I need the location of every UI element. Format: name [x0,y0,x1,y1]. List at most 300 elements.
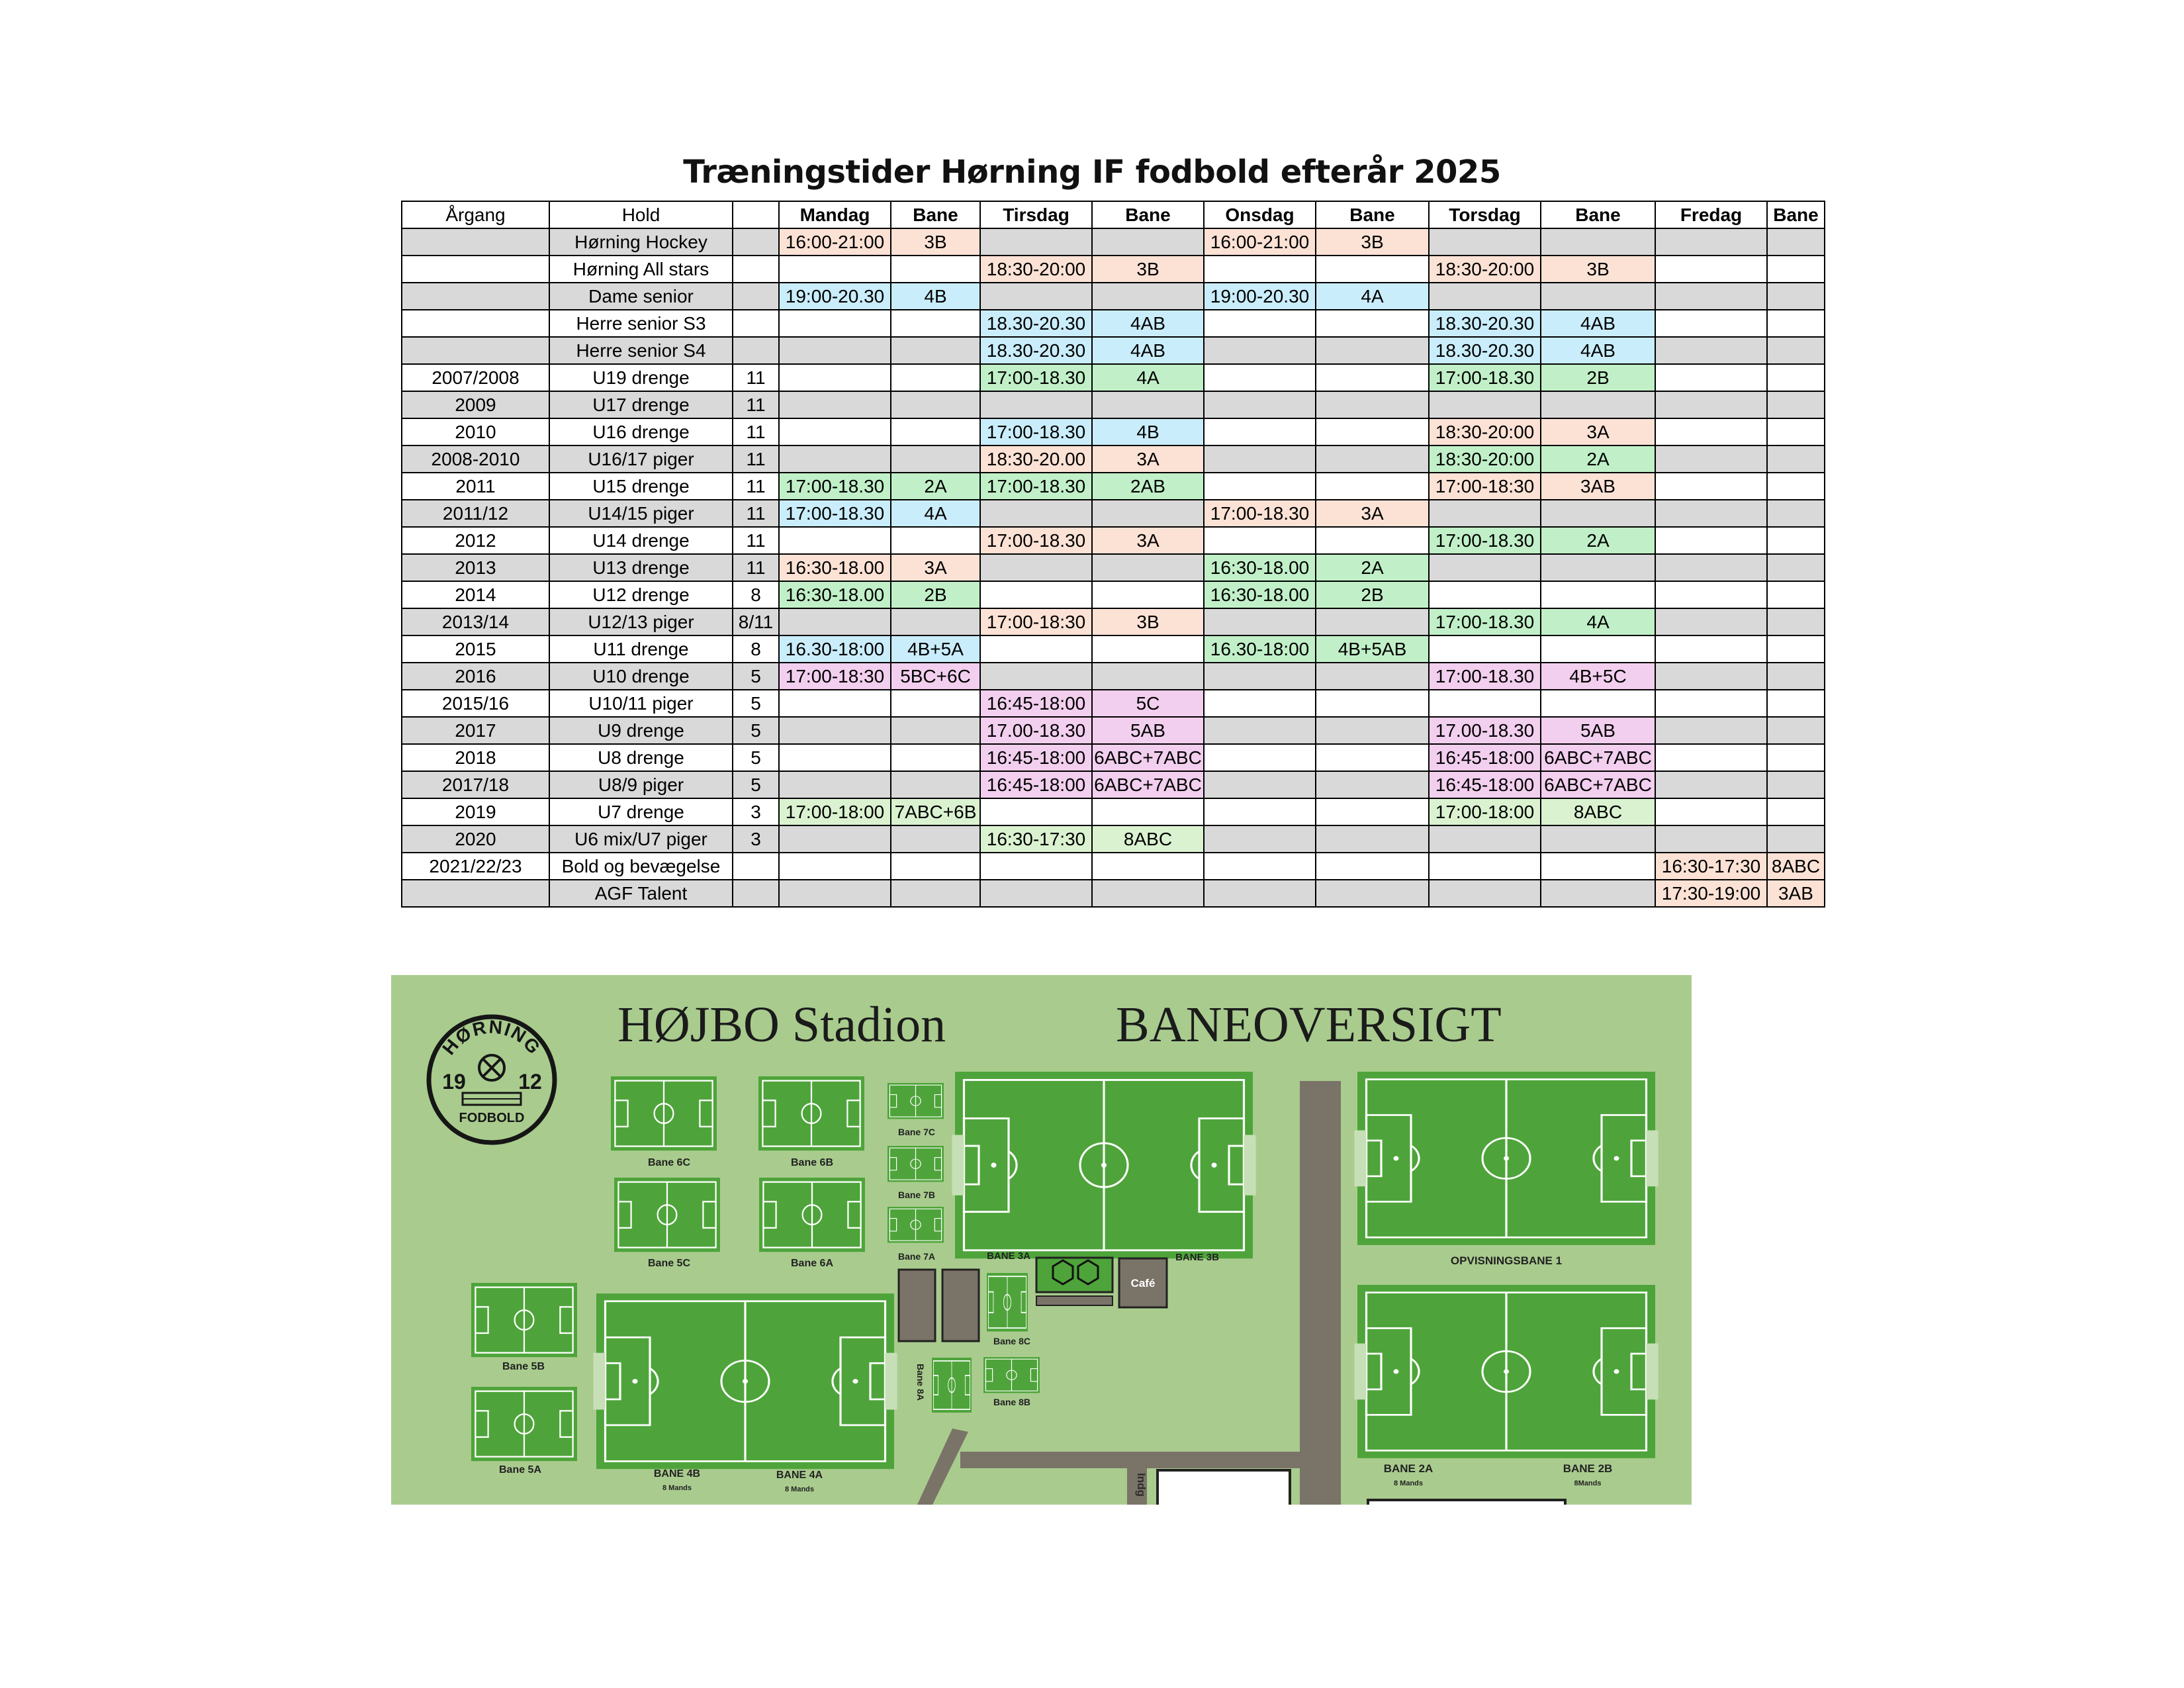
table-cell [1541,635,1655,663]
label-bane-6c: Bane 6C [647,1157,691,1168]
pitch-8a [932,1358,972,1413]
table-row [402,310,1825,337]
table-cell: U16/17 piger [549,445,733,473]
label-bane-3b: BANE 3B [1175,1252,1219,1263]
table-cell: 3A [1092,445,1204,473]
table-cell [1541,825,1655,853]
table-cell: 18:30-20:00 [1429,445,1541,473]
table-cell [1092,581,1204,608]
table-cell [1429,581,1541,608]
cafe-label: Café [1130,1277,1156,1289]
table-cell [891,825,980,853]
table-cell [402,228,549,256]
pitch-6a [759,1178,865,1252]
table-cell: 16:45-18:00 [1429,771,1541,798]
training-schedule-table [401,201,1825,908]
pitch-5c [614,1178,720,1252]
table-cell: U11 drenge [549,635,733,663]
logo-bottom-text: FODBOLD [459,1111,525,1125]
table-cell: 8/11 [733,608,779,635]
table-cell: 17:00-18.30 [980,527,1092,554]
table-cell: U14/15 piger [549,500,733,527]
header-cell: Hold [549,201,733,228]
pitch-8c [987,1273,1028,1331]
table-cell: U9 drenge [549,717,733,744]
table-cell [1655,798,1767,825]
table-cell [1655,635,1767,663]
table-cell [1541,283,1655,310]
label-bane-6a: Bane 6A [790,1258,834,1269]
label-bane-2a: BANE 2A [1383,1462,1433,1475]
table-cell: Bold og bevægelse [549,853,733,880]
table-cell [1655,500,1767,527]
table-cell [891,527,980,554]
table-cell [779,608,891,635]
table-cell: 4B [1092,418,1204,445]
table-cell [1767,771,1825,798]
table-row [402,880,1825,907]
table-cell [980,663,1092,690]
table-cell: 4A [891,500,980,527]
table-cell: U15 drenge [549,473,733,500]
table-cell [779,825,891,853]
table-cell: 5BC+6C [891,663,980,690]
logo-year-right: 12 [518,1070,542,1094]
label-bane-4a: BANE 4A [776,1470,823,1481]
table-cell: 2017 [402,717,549,744]
table-row [402,228,1825,256]
table-cell [733,853,779,880]
table-cell [891,364,980,391]
table-cell [980,554,1092,581]
table-cell: 17:00-18.30 [1429,364,1541,391]
table-cell: U7 drenge [549,798,733,825]
table-cell [1429,880,1541,907]
table-cell: 11 [733,391,779,418]
table-cell [779,445,891,473]
table-cell [779,418,891,445]
table-row [402,473,1825,500]
table-row [402,581,1825,608]
table-cell [1655,473,1767,500]
table-row [402,771,1825,798]
table-cell: 16:45-18:00 [980,771,1092,798]
table-cell: 16:30-18.00 [1204,554,1316,581]
table-cell: 2B [891,581,980,608]
table-cell [891,418,980,445]
table-cell: U13 drenge [549,554,733,581]
table-cell [980,283,1092,310]
table-cell: 17:00-18.30 [1429,663,1541,690]
table-cell: 2B [1316,581,1429,608]
road-text: Indg [1135,1473,1148,1497]
table-cell [1204,473,1316,500]
header-cell [733,201,779,228]
table-cell: 4A [1541,608,1655,635]
table-cell: 3A [1092,527,1204,554]
label-bane-2b-sub: 8Mands [1574,1479,1602,1487]
table-cell: 2015 [402,635,549,663]
table-cell [891,771,980,798]
table-cell [980,581,1092,608]
table-cell: 16:00-21:00 [1204,228,1316,256]
table-cell: U8/9 piger [549,771,733,798]
table-cell: 2AB [1092,473,1204,500]
table-cell [1092,391,1204,418]
table-row [402,256,1825,283]
table-cell: 17:00-18.30 [980,364,1092,391]
table-row [402,554,1825,581]
table-cell [1541,880,1655,907]
table-cell: 5 [733,690,779,717]
table-cell: 3A [891,554,980,581]
table-cell [1655,283,1767,310]
table-cell: 3B [891,228,980,256]
table-cell [1655,554,1767,581]
table-cell: 2007/2008 [402,364,549,391]
label-opvisning: OPVISNINGSBANE 1 [1450,1254,1563,1267]
table-cell: 17.00-18.30 [1429,717,1541,744]
table-cell: 17:00-18.30 [980,418,1092,445]
table-cell [1655,771,1767,798]
table-cell: 2008-2010 [402,445,549,473]
label-bane-3a: BANE 3A [987,1250,1030,1262]
table-cell [779,364,891,391]
table-cell [1429,554,1541,581]
table-cell: 3B [1092,256,1204,283]
label-bane-7a: Bane 7A [897,1251,936,1262]
table-cell: 16:45-18:00 [980,744,1092,771]
building-1 [1158,1470,1290,1505]
table-cell [1655,256,1767,283]
label-bane-5c: Bane 5C [647,1258,691,1269]
table-cell [1316,608,1429,635]
shelter-2 [942,1270,979,1341]
table-cell: 3A [1541,418,1655,445]
table-cell [1204,744,1316,771]
table-cell: 4AB [1092,310,1204,337]
pitch-5b [471,1283,577,1357]
table-cell: 18.30-20.30 [1429,337,1541,364]
table-cell: 2013 [402,554,549,581]
table-cell [1767,581,1825,608]
table-cell [1316,744,1429,771]
header-cell: Mandag [779,201,891,228]
table-row [402,717,1825,744]
table-cell [1541,391,1655,418]
table-cell [1655,337,1767,364]
table-cell: 17:00-18:30 [779,663,891,690]
table-cell [1429,825,1541,853]
table-cell [779,853,891,880]
table-cell: 16:30-18.00 [779,581,891,608]
label-bane-6b: Bane 6B [790,1157,834,1168]
table-cell: 6ABC+7ABC [1541,744,1655,771]
table-cell [1316,445,1429,473]
table-cell: Dame senior [549,283,733,310]
map-subtitle: BANEOVERSIGT [1116,997,1502,1053]
label-bane-4b: BANE 4B [653,1468,701,1479]
road-vertical [1300,1081,1341,1505]
table-cell: 2A [1316,554,1429,581]
table-cell: 18:30-20.00 [980,445,1092,473]
table-cell: 2013/14 [402,608,549,635]
table-cell: 17:00-18.30 [1204,500,1316,527]
table-cell: U10/11 piger [549,690,733,717]
table-cell [1204,771,1316,798]
table-cell: 3B [1092,608,1204,635]
table-cell [1092,228,1204,256]
table-cell: 2011 [402,473,549,500]
table-cell [779,771,891,798]
table-cell: 18:30-20:00 [1429,418,1541,445]
table-cell: Hørning All stars [549,256,733,283]
table-cell: 8ABC [1541,798,1655,825]
label-bane-8a: Bane 8A [915,1363,926,1401]
table-cell: Herre senior S4 [549,337,733,364]
table-cell: 17:00-18.30 [779,473,891,500]
table-cell: 5 [733,744,779,771]
table-cell: 18.30-20.30 [1429,310,1541,337]
table-cell [980,880,1092,907]
table-cell [980,500,1092,527]
table-cell: 4B+5A [891,635,980,663]
table-cell [1767,310,1825,337]
table-cell [1316,880,1429,907]
table-cell [1429,391,1541,418]
table-row [402,527,1825,554]
table-cell [1429,500,1541,527]
table-cell [1541,554,1655,581]
table-cell [1767,608,1825,635]
table-cell [1655,310,1767,337]
table-row [402,391,1825,418]
table-cell: 18:30-20:00 [980,256,1092,283]
table-row [402,853,1825,880]
table-cell [1767,663,1825,690]
header-cell: Bane [1316,201,1429,228]
table-cell [1204,337,1316,364]
table-cell: 2012 [402,527,549,554]
table-cell: 5C [1092,690,1204,717]
table-cell: 5AB [1092,717,1204,744]
table-cell [1655,825,1767,853]
table-cell [891,744,980,771]
table-cell [1767,635,1825,663]
label-bane-4a-sub: 8 Mands [784,1485,815,1493]
table-cell [1316,853,1429,880]
table-cell [891,853,980,880]
page-title: Træningstider Hørning IF fodbold efterår 2025 [683,154,1501,191]
pitch-3ab [952,1072,1256,1258]
label-bane-7c: Bane 7C [897,1127,936,1137]
table-cell: 4B+5C [1541,663,1655,690]
table-cell [402,880,549,907]
table-row [402,337,1825,364]
playground [1036,1258,1113,1292]
table-cell: 19:00-20.30 [1204,283,1316,310]
table-cell: 3B [1316,228,1429,256]
table-cell: 17.00-18.30 [980,717,1092,744]
table-cell: 2015/16 [402,690,549,717]
table-cell: 4AB [1541,337,1655,364]
table-cell [1541,228,1655,256]
table-cell: 16:30-18.00 [779,554,891,581]
table-cell [402,283,549,310]
table-cell: 16:00-21:00 [779,228,891,256]
table-row [402,663,1825,690]
header-cell: Onsdag [1204,201,1316,228]
table-cell [402,256,549,283]
table-cell [1316,256,1429,283]
table-cell [1092,880,1204,907]
pitch-opvisning [1355,1072,1659,1245]
table-cell: 7ABC+6B [891,798,980,825]
table-row [402,690,1825,717]
table-cell: 17:00-18:30 [1429,473,1541,500]
header-cell: Bane [1541,201,1655,228]
table-cell [779,256,891,283]
table-cell [1655,744,1767,771]
table-cell [1316,717,1429,744]
bench [1036,1296,1113,1305]
table-cell [1767,690,1825,717]
table-cell: 17:30-19:00 [1655,880,1767,907]
header-cell: Bane [1092,201,1204,228]
header-cell: Bane [1767,201,1825,228]
table-cell: 4B+5AB [1316,635,1429,663]
header-cell: Torsdag [1429,201,1541,228]
table-cell: U17 drenge [549,391,733,418]
pitch-8b [983,1357,1040,1393]
table-cell: 4AB [1541,310,1655,337]
road-horizontal [960,1452,1300,1468]
label-bane-5b: Bane 5B [502,1361,545,1372]
table-header-row [402,201,1825,228]
table-cell [1092,500,1204,527]
table-cell [1092,283,1204,310]
label-bane-8b: Bane 8B [993,1397,1031,1407]
table-cell [1316,473,1429,500]
pitch-5a [471,1387,577,1461]
pitch-6b [758,1076,864,1150]
pitch-4ab [594,1293,897,1469]
pitch-7c [887,1083,944,1119]
table-cell [733,880,779,907]
table-cell [1092,663,1204,690]
table-cell: 2B [1541,364,1655,391]
table-cell [779,337,891,364]
table-cell [891,690,980,717]
table-cell: 18.30-20.30 [980,310,1092,337]
table-cell: 2018 [402,744,549,771]
table-cell: 5 [733,771,779,798]
table-cell: 11 [733,473,779,500]
table-cell [1541,581,1655,608]
table-cell: 3A [1316,500,1429,527]
table-cell [980,853,1092,880]
table-cell [1655,364,1767,391]
label-bane-2a-sub: 8 Mands [1393,1479,1424,1487]
table-cell [1316,310,1429,337]
table-cell [1655,663,1767,690]
table-cell [1767,364,1825,391]
table-cell [1316,690,1429,717]
table-cell: 4AB [1092,337,1204,364]
table-cell: 8 [733,635,779,663]
table-cell: 19:00-20.30 [779,283,891,310]
label-bane-7b: Bane 7B [897,1190,936,1200]
table-cell: 5AB [1541,717,1655,744]
table-cell [1767,445,1825,473]
table-cell [1316,663,1429,690]
table-cell [1204,364,1316,391]
table-cell [779,527,891,554]
table-cell: U12/13 piger [549,608,733,635]
table-cell: 3 [733,825,779,853]
building-2 [1368,1500,1565,1505]
table-cell [1316,771,1429,798]
table-cell [1316,337,1429,364]
club-logo [429,1016,555,1143]
table-cell: 4A [1092,364,1204,391]
table-cell: 17:00-18.30 [779,500,891,527]
table-cell: U19 drenge [549,364,733,391]
table-cell [1316,825,1429,853]
table-cell: AGF Talent [549,880,733,907]
table-cell [1767,798,1825,825]
table-cell [980,635,1092,663]
table-cell [1767,554,1825,581]
table-cell: 16:30-17:30 [1655,853,1767,880]
table-cell [1429,283,1541,310]
table-cell [1204,608,1316,635]
table-cell: 2014 [402,581,549,608]
table-cell: 6ABC+7ABC [1541,771,1655,798]
table-cell [733,283,779,310]
label-bane-5a: Bane 5A [498,1464,542,1476]
table-cell: 2009 [402,391,549,418]
table-cell: 2019 [402,798,549,825]
table-cell: 3B [1541,256,1655,283]
table-cell [1092,635,1204,663]
table-cell: 16.30-18:00 [1204,635,1316,663]
table-cell [1655,445,1767,473]
table-cell [891,256,980,283]
table-cell [402,337,549,364]
table-row [402,635,1825,663]
table-cell [891,445,980,473]
table-cell [1204,391,1316,418]
table-cell [1767,228,1825,256]
table-cell: 3AB [1541,473,1655,500]
table-cell [1204,880,1316,907]
table-cell: 18:30-20:00 [1429,256,1541,283]
table-cell: U10 drenge [549,663,733,690]
table-cell: 2020 [402,825,549,853]
table-cell: 16.30-18:00 [779,635,891,663]
table-cell [1767,500,1825,527]
table-cell: 16:45-18:00 [980,690,1092,717]
table-cell: 3AB [1767,880,1825,907]
table-row [402,608,1825,635]
table-cell [1316,798,1429,825]
table-cell [891,717,980,744]
table-cell [891,391,980,418]
table-cell: 17:00-18.30 [1429,527,1541,554]
table-cell: 6ABC+7ABC [1092,771,1204,798]
table-cell: 2016 [402,663,549,690]
